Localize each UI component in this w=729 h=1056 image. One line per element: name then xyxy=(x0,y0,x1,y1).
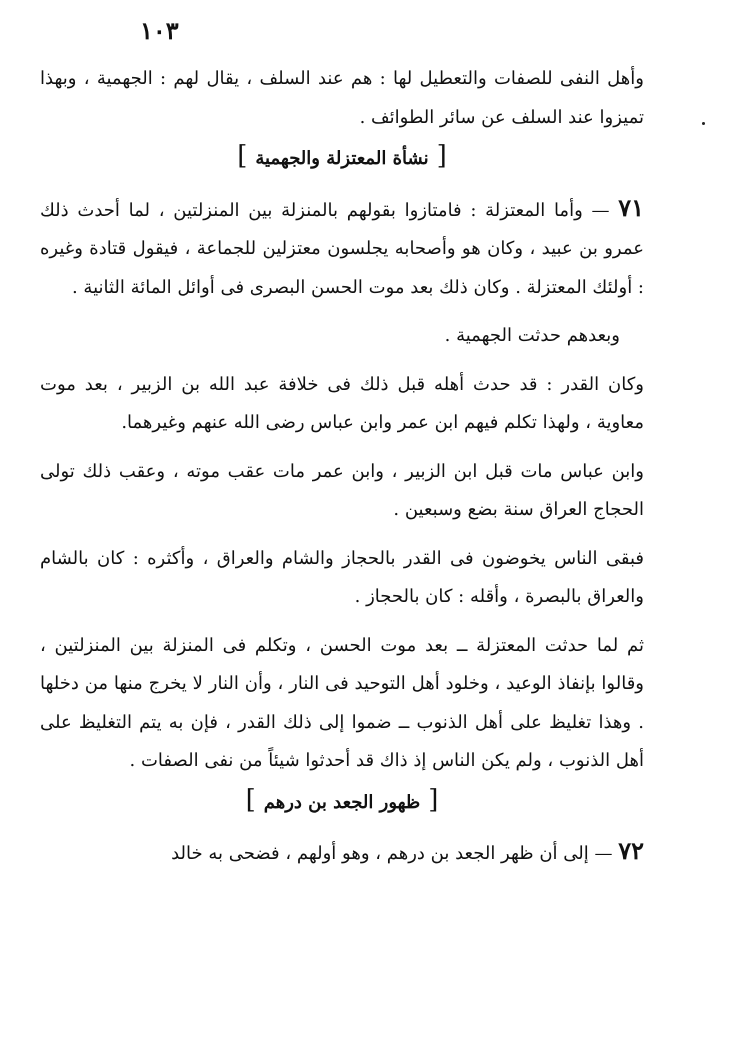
paragraph-text: — إلى أن ظهر الجعد بن درهم ، وهو أولهم ، فضحى به خالد xyxy=(171,843,613,864)
paragraph-ahl-al-nafy: وأهل النفى للصفات والتعطيل لها : هم عند السلف ، يقال لهم : الجهمية ، وبهذا تميزوا عند السلف عن سائر الطوائف . xyxy=(40,68,644,128)
section-heading-text: ظهور الجعد بن درهم xyxy=(263,791,421,813)
bracket-close: ] xyxy=(237,141,248,171)
paragraph-ibn-abbas-death: وابن عباس مات قبل ابن الزبير ، وابن عمر مات عقب موته ، وعقب ذلك تولى الحجاج العراق سنة بضع وسبعين . xyxy=(40,460,644,520)
section-heading-jaad-ibn-dirham xyxy=(40,781,644,823)
paragraph-jahmiyya-after: وبعدهم حدثت الجهمية . xyxy=(444,325,620,346)
paragraph-qadar-regions: فبقى الناس يخوضون فى القدر بالحجاز والشام والعراق ، وأكثره : كان بالشام والعراق بالبصرة ، وأقله : كان بالحجاز . xyxy=(40,547,644,607)
numbered-paragraph-71 xyxy=(40,189,644,308)
bracket-open: [ xyxy=(428,784,439,815)
paragraph-mutazila-rise: ثم لما حدثت المعتزلة ــ بعد موت الحسن ، وتكلم فى المنزلة بين المنزلتين ، وقالوا بإنفاذ الوعيد ، وخلود أهل التوحيد فى النار ، وأن النار لا يخرج منها من دخلها . وهذا تغليظ على أهل الذنوب ــ ضموا إلى ذلك القدر ، فإن به يتم التغليظ على أهل الذنوب ، ولم يكن الناس إذ ذاك قد أحدثوا شيئاً من نفى الصفات . xyxy=(40,634,644,771)
numbered-paragraph-72 xyxy=(40,832,644,874)
paragraph-number: ٧١ xyxy=(618,192,644,222)
margin-dot-mark xyxy=(702,122,705,125)
page-number: ١٠٣ xyxy=(140,16,179,45)
bracket-close: ] xyxy=(245,784,256,815)
bracket-open: [ xyxy=(436,141,447,171)
paragraph-qadar-origin: وكان القدر : قد حدث أهله قبل ذلك فى خلافة عبد الله بن الزبير ، بعد موت معاوية ، ولهذا تكلم فيهم ابن عمر وابن عباس رضى الله عنهم وغيرهما. xyxy=(40,373,644,433)
body-text xyxy=(40,60,644,874)
paragraph-number: ٧٢ xyxy=(618,836,644,865)
paragraph-text: — وأما المعتزلة : فامتازوا بقولهم بالمنزلة بين المنزلتين ، لما أحدث ذلك عمرو بن عبيد ، وكان هو وأصحابه يجلسون معتزلين للجماعة ، فيقول قتادة وغيره : أولئك المعتزلة . وكان ذلك بعد موت الحسن البصرى فى أوائل المائة الثانية . xyxy=(40,199,644,298)
section-heading-mutazila-jahmiyya xyxy=(40,137,644,179)
section-heading-text: نشأة المعتزلة والجهمية xyxy=(255,148,429,169)
